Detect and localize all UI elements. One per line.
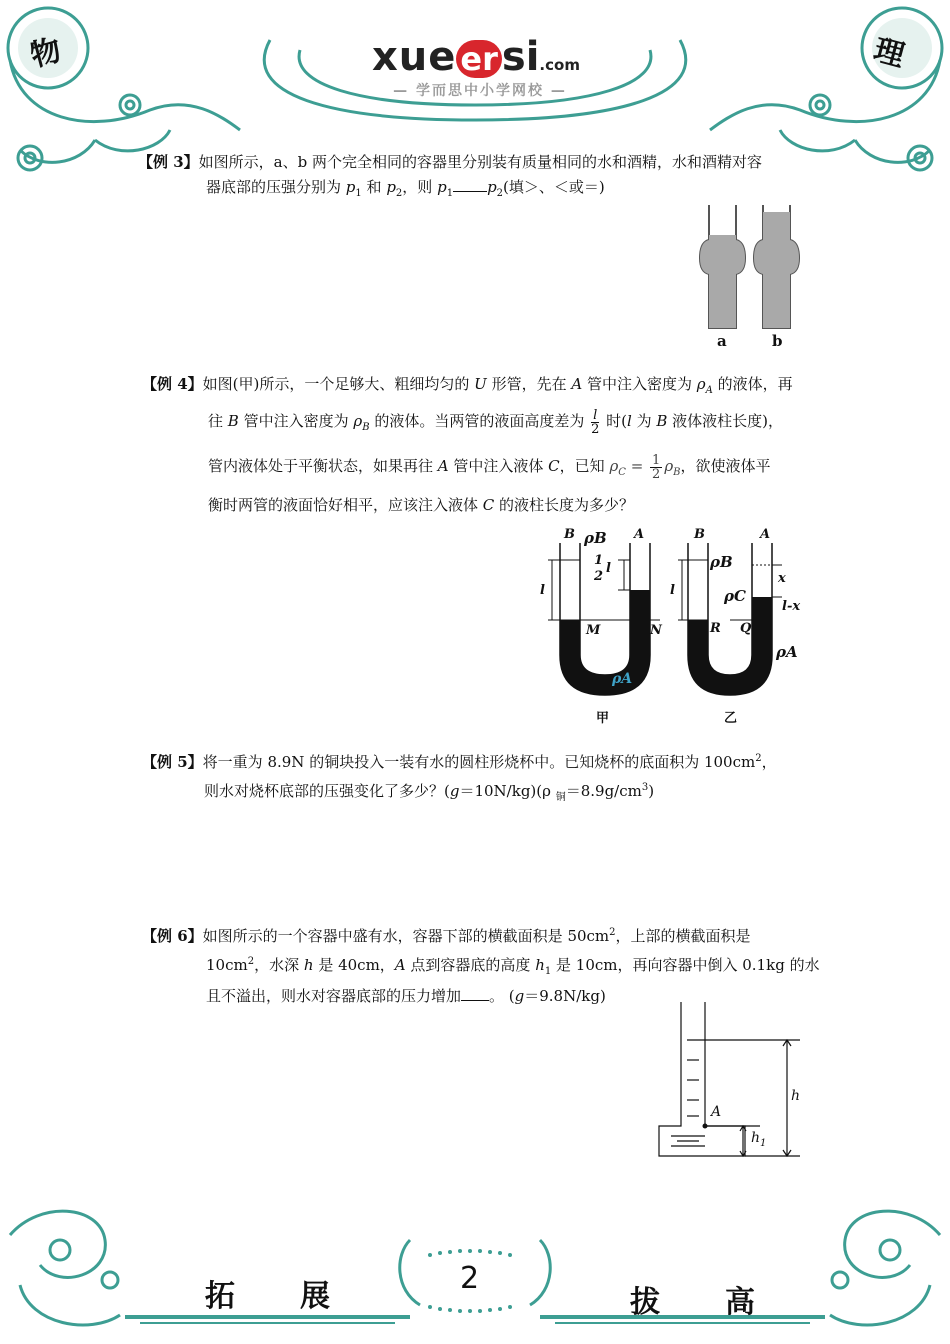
corner-char-right: 理 bbox=[870, 32, 909, 75]
ex5-line-2 bbox=[142, 775, 822, 810]
ex5-g: g bbox=[449, 782, 460, 800]
footer-char-zhan: 展 bbox=[300, 1279, 330, 1314]
ex4-t4b: 的液柱长度为多少？ bbox=[494, 496, 635, 514]
ex4-fig-l-half: l bbox=[606, 561, 611, 576]
ex4-rho3: ρ bbox=[609, 457, 619, 475]
ex5-sq: 2 bbox=[755, 753, 762, 764]
ex4-l: l bbox=[627, 412, 632, 430]
ex4-fig-l2: l bbox=[670, 583, 675, 598]
ex4-line-2 bbox=[142, 400, 822, 442]
ex6-fig-h1 bbox=[751, 1130, 766, 1149]
ex5-t2a: 则水对烧杯底部的压强变化了多少？( bbox=[204, 782, 450, 800]
ex4-t2e: 为 bbox=[631, 412, 657, 430]
ex5-t2b: ＝10N/kg)(ρ bbox=[459, 782, 556, 800]
ex4-B2: B bbox=[656, 412, 668, 430]
ex6-fig-h1-h: h bbox=[751, 1130, 761, 1146]
ex4-line-1 bbox=[142, 372, 822, 400]
ex6-t3a: 且不溢出，则水对容器底部的压力增加 bbox=[206, 987, 462, 1005]
ex3-line-1 bbox=[138, 150, 818, 175]
ex4-A2: A bbox=[437, 457, 449, 475]
ex4-t1c: 管中注入密度为 bbox=[582, 375, 697, 393]
ex3-sub1: 1 bbox=[355, 188, 362, 199]
ex6-line-1 bbox=[142, 920, 822, 949]
ex4-t2c: 的液体。当两管的液面高度差为 bbox=[369, 412, 590, 430]
ex4-fig-lx: l-x bbox=[782, 599, 801, 614]
ex4-fig-N: N bbox=[650, 623, 662, 638]
ex5-tag: 【例 5】 bbox=[142, 753, 203, 771]
ex4-A1: A bbox=[571, 375, 583, 393]
ex3-answer-blank[interactable] bbox=[453, 177, 487, 192]
ex5-t2c: ＝8.9g/cm bbox=[565, 782, 642, 800]
ex4-rho1: ρ bbox=[696, 375, 706, 393]
ex6-sq1: 2 bbox=[609, 927, 616, 938]
footer-char-ba: 拔 bbox=[630, 1285, 660, 1320]
ex4-fig-half-num: 1 bbox=[594, 553, 604, 568]
ex4-rhoA-sub: A bbox=[705, 385, 713, 396]
ex4-fig-M: M bbox=[586, 623, 601, 638]
header bbox=[0, 0, 950, 150]
ex6-t1a: 如图所示的一个容器中盛有水，容器下部的横截面积是 50cm bbox=[202, 927, 610, 945]
logo bbox=[372, 34, 612, 80]
ex4-fig-rhoA1: ρA bbox=[612, 671, 633, 687]
ex6-h1-sub: 1 bbox=[544, 966, 552, 977]
ex4-fig-half-den: 2 bbox=[594, 569, 604, 584]
ex6-line-2 bbox=[142, 949, 822, 984]
ex6-fig-h: h bbox=[791, 1088, 801, 1104]
ex6-h: h bbox=[303, 956, 314, 974]
example-4 bbox=[142, 372, 822, 520]
ex4-C1: C bbox=[548, 457, 560, 475]
ex4-tag: 【例 4】 bbox=[142, 375, 203, 393]
ex4-fig-rhoC: ρC bbox=[724, 587, 746, 605]
ex4-rho4: ρ bbox=[664, 457, 674, 475]
ex4-rhoB-sub2: B bbox=[673, 467, 681, 478]
ex4-frac2-num: 1 bbox=[652, 452, 661, 468]
ex4-t2d: 时( bbox=[601, 412, 627, 430]
ex6-fig-h1-sub: 1 bbox=[760, 1137, 767, 1149]
ex3-label-a: a bbox=[717, 332, 727, 350]
ex5-cube: 3 bbox=[641, 782, 649, 793]
ex4-frac-l-2 bbox=[591, 409, 599, 436]
ex6-container-diagram bbox=[655, 1000, 805, 1160]
example-5 bbox=[142, 746, 822, 810]
ex6-g: g bbox=[514, 987, 525, 1005]
ex4-t1a: 如图(甲)所示，一个足够大、粗细均匀的 bbox=[202, 375, 475, 393]
ex3-label-b: b bbox=[772, 332, 783, 350]
ex3-text-2a: 器底部的压强分别为 bbox=[206, 178, 346, 196]
ex3-sub1b: 1 bbox=[446, 188, 454, 199]
ex4-t1d: 的液体，再 bbox=[712, 375, 793, 393]
ex6-tag: 【例 6】 bbox=[142, 927, 203, 945]
ex5-t2d: ) bbox=[648, 782, 655, 800]
ex4-fig-R: R bbox=[710, 621, 721, 636]
corner-char-left: 物 bbox=[26, 32, 65, 75]
ex4-rhoB-sub: B bbox=[362, 422, 370, 433]
ex6-t1b: ，上部的横截面积是 bbox=[615, 927, 751, 945]
ex6-A: A bbox=[394, 956, 406, 974]
ex3-text-1: 如图所示，a、b 两个完全相同的容器里分别装有质量相同的水和酒精，水和酒精对容 bbox=[198, 153, 762, 171]
ex4-fig-jia: 甲 bbox=[596, 711, 610, 726]
ex4-fig-A1: A bbox=[634, 527, 645, 542]
ex6-answer-blank[interactable] bbox=[461, 986, 489, 1001]
ex4-frac-den: 2 bbox=[591, 421, 600, 437]
ex6-figure bbox=[655, 1000, 805, 1160]
ex6-sq2: 2 bbox=[247, 956, 255, 967]
ex6-t2d: 点到容器底的高度 bbox=[405, 956, 536, 974]
logo-xue: xue bbox=[372, 34, 457, 80]
ex4-fig-rhoB1: ρB bbox=[584, 529, 607, 547]
ex6-t2e: 是 10cm，再向容器中倒入 0.1kg 的水 bbox=[551, 956, 820, 974]
ex4-t4a: 衡时两管的液面恰好相平，应该注入液体 bbox=[208, 496, 483, 514]
example-6 bbox=[142, 920, 822, 1009]
ex3-then: ，则 bbox=[402, 178, 438, 196]
ex3-figure bbox=[690, 200, 810, 350]
logo-si: si bbox=[501, 34, 540, 80]
ex6-h1: h bbox=[535, 956, 545, 974]
ex4-t1b: 形管，先在 bbox=[486, 375, 572, 393]
ex4-fig-rhoA2: ρA bbox=[776, 643, 798, 661]
ex5-t1b: ， bbox=[761, 753, 777, 771]
ex3-p2: p bbox=[386, 178, 396, 196]
ex3-p1: p bbox=[345, 178, 356, 196]
example-3 bbox=[138, 150, 818, 206]
ex3-and: 和 bbox=[361, 178, 387, 196]
ex3-p2b: p bbox=[487, 178, 497, 196]
ex4-frac-num: l bbox=[591, 409, 599, 423]
ex4-t3a: 管内液体处于平衡状态，如果再往 bbox=[208, 457, 438, 475]
ex4-t3d: ，欲使液体平 bbox=[680, 457, 771, 475]
ex6-t3c: ＝9.8N/kg) bbox=[524, 987, 606, 1005]
ex4-rho2: ρ bbox=[353, 412, 363, 430]
ex4-t3b: 管中注入液体 bbox=[448, 457, 549, 475]
ex4-line-4 bbox=[142, 490, 822, 520]
ex4-t2f: 液体液柱长度)， bbox=[667, 412, 784, 430]
ex4-t2a: 往 bbox=[208, 412, 228, 430]
footer bbox=[0, 1195, 950, 1344]
ex4-fig-l1: l bbox=[540, 583, 545, 598]
ex4-fig-Q: Q bbox=[740, 621, 752, 636]
ex3-tail: (填＞、＜或＝) bbox=[503, 178, 605, 196]
ex6-t3b: 。 ( bbox=[489, 987, 515, 1005]
logo-subtitle-text: 学而思中小学网校 bbox=[416, 83, 544, 99]
ex3-containers-diagram bbox=[690, 200, 810, 330]
ex5-t1a: 将一重为 8.9N 的铜块投入一装有水的圆柱形烧杯中。已知烧杯的底面积为 100cm bbox=[202, 753, 756, 771]
ex5-line-1 bbox=[142, 746, 822, 775]
footer-char-tuo: 拓 bbox=[205, 1279, 235, 1314]
ex3-sub2b: 2 bbox=[496, 188, 504, 199]
ex4-line-3 bbox=[142, 442, 822, 490]
ex6-t2b: ，水深 bbox=[254, 956, 304, 974]
ex6-t2a: 10cm bbox=[206, 956, 248, 974]
ex4-frac2-den: 2 bbox=[652, 466, 661, 482]
ex4-fig-B2: B bbox=[694, 527, 705, 542]
ex4-fig-A2: A bbox=[760, 527, 771, 542]
ex3-p1b: p bbox=[437, 178, 447, 196]
logo-dotcom: .com bbox=[539, 56, 580, 74]
ex4-frac-1-2 bbox=[650, 454, 662, 481]
logo-er: er bbox=[456, 40, 501, 78]
ex6-fig-A: A bbox=[711, 1104, 722, 1120]
ex3-tag: 【例 3】 bbox=[138, 153, 199, 171]
ex4-eq: = bbox=[625, 457, 649, 475]
ex4-fig-rhoB2: ρB bbox=[710, 553, 733, 571]
footer-char-gao: 高 bbox=[725, 1285, 755, 1320]
ex4-t2b: 管中注入密度为 bbox=[238, 412, 354, 430]
ex3-sub2: 2 bbox=[395, 188, 403, 199]
ex4-fig-B1: B bbox=[564, 527, 575, 542]
ex4-fig-x: x bbox=[778, 571, 786, 586]
logo-subtitle: — 学而思中小学网校 — bbox=[393, 83, 567, 99]
ex4-rhoC-sub: C bbox=[618, 467, 626, 478]
ex4-fig-yi: 乙 bbox=[724, 711, 738, 726]
ex4-U: U bbox=[474, 375, 487, 393]
ex4-figure bbox=[530, 525, 810, 725]
ex4-B1: B bbox=[227, 412, 239, 430]
ex4-C2: C bbox=[482, 496, 495, 514]
page-number: 2 bbox=[460, 1261, 480, 1296]
ex4-t3c: ，已知 bbox=[559, 457, 610, 475]
ex6-t2c: 是 40cm， bbox=[313, 956, 395, 974]
ex4-u-tube-diagram bbox=[530, 525, 810, 725]
ex5-cu: 铜 bbox=[555, 792, 566, 803]
